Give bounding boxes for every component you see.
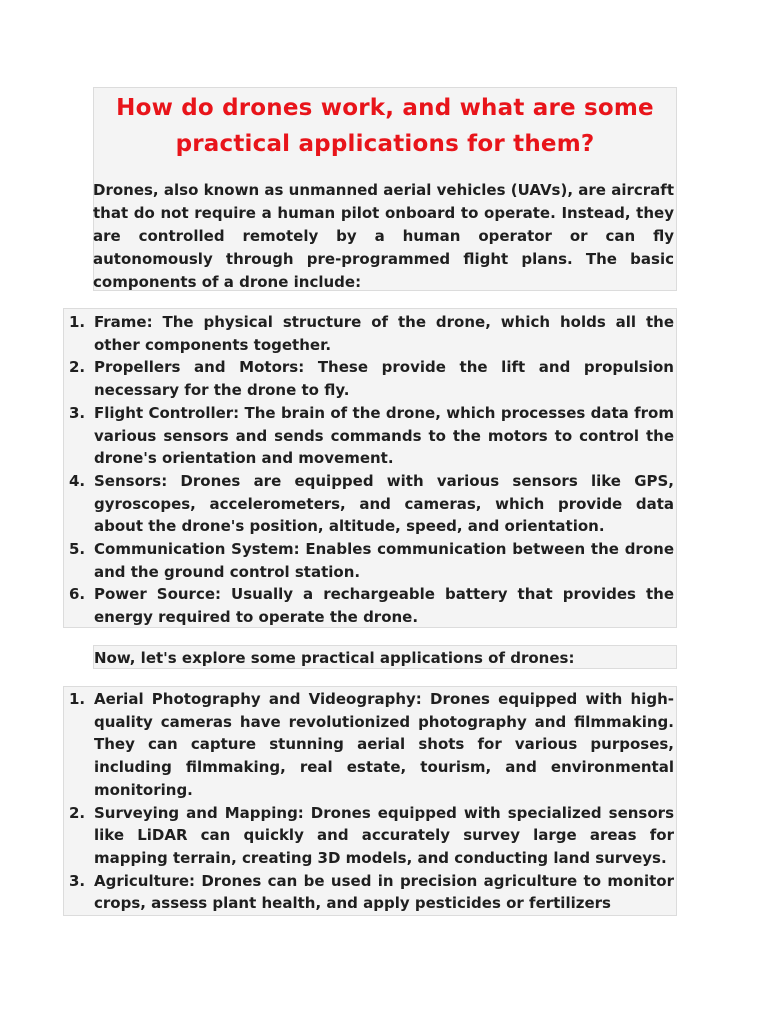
components-list	[64, 309, 676, 629]
list-item-number: 1.	[69, 690, 86, 708]
list-item-number: 2.	[69, 358, 86, 377]
list-item	[64, 402, 676, 470]
list-item-text: Sensors: Drones are equipped with various sensors like GPS, gyroscopes, accelerometers, and cameras, which provide data about the drone's position, altitude, speed, and orientation.	[94, 471, 674, 536]
list-item	[64, 802, 676, 870]
list-item-number: 1.	[69, 313, 86, 331]
list-item-text: Flight Controller: The brain of the drone, which processes data from various sensors and sends commands to the motors to control the drone's orientation and movement.	[94, 403, 674, 468]
applications-list	[64, 687, 676, 915]
list-item-text: Aerial Photography and Videography: Drones equipped with high-quality cameras have revolutionized photography and filmmaking. They can capture stunning aerial shots for various purposes, including filmmaking, real estate, tourism, and environmental monitoring.	[94, 690, 674, 799]
page-title: How do drones work, and what are some practical applications for them?	[116, 95, 654, 157]
intro-paragraph: Drones, also known as unmanned aerial vehicles (UAVs), are aircraft that do not require a human pilot onboard to operate. Instead, they are controlled remotely by a human operator or can fly autonomously through pre-programmed flight plans. The basic components of a drone include:	[93, 181, 674, 291]
list-item	[64, 311, 676, 356]
transition-text: Now, let's explore some practical applications of drones:	[94, 649, 575, 667]
list-item-text: Surveying and Mapping: Drones equipped with specialized sensors like LiDAR can quickly and accurately survey large areas for mapping terrain, creating 3D models, and conducting land surveys.	[94, 803, 674, 867]
list-item-number: 2.	[69, 803, 86, 822]
heading-section	[93, 87, 677, 291]
list-item	[64, 356, 676, 401]
list-item	[64, 688, 676, 802]
list-item-number: 4.	[69, 471, 86, 490]
list-item-text: Agriculture: Drones can be used in precision agriculture to monitor crops, assess plant health, and apply pesticides or fertilizers	[94, 871, 674, 913]
list-item-text: Communication System: Enables communication between the drone and the ground control station.	[94, 540, 674, 581]
list-item-text: Power Source: Usually a rechargeable battery that provides the energy required to operate the drone.	[94, 585, 674, 627]
list-item	[64, 583, 676, 628]
list-item	[64, 870, 676, 915]
list-item	[64, 470, 676, 538]
transition-section	[93, 645, 677, 669]
list-item-text: Propellers and Motors: These provide the lift and propulsion necessary for the drone to fly.	[94, 358, 674, 400]
list-item-number: 3.	[69, 871, 86, 890]
components-list-section	[63, 308, 677, 628]
list-item-number: 3.	[69, 403, 86, 422]
list-item-text: Frame: The physical structure of the drone, which holds all the other components together.	[94, 313, 674, 354]
list-item	[64, 538, 676, 583]
list-item-number: 6.	[69, 585, 86, 604]
applications-list-section	[63, 686, 677, 916]
list-item-number: 5.	[69, 540, 86, 559]
